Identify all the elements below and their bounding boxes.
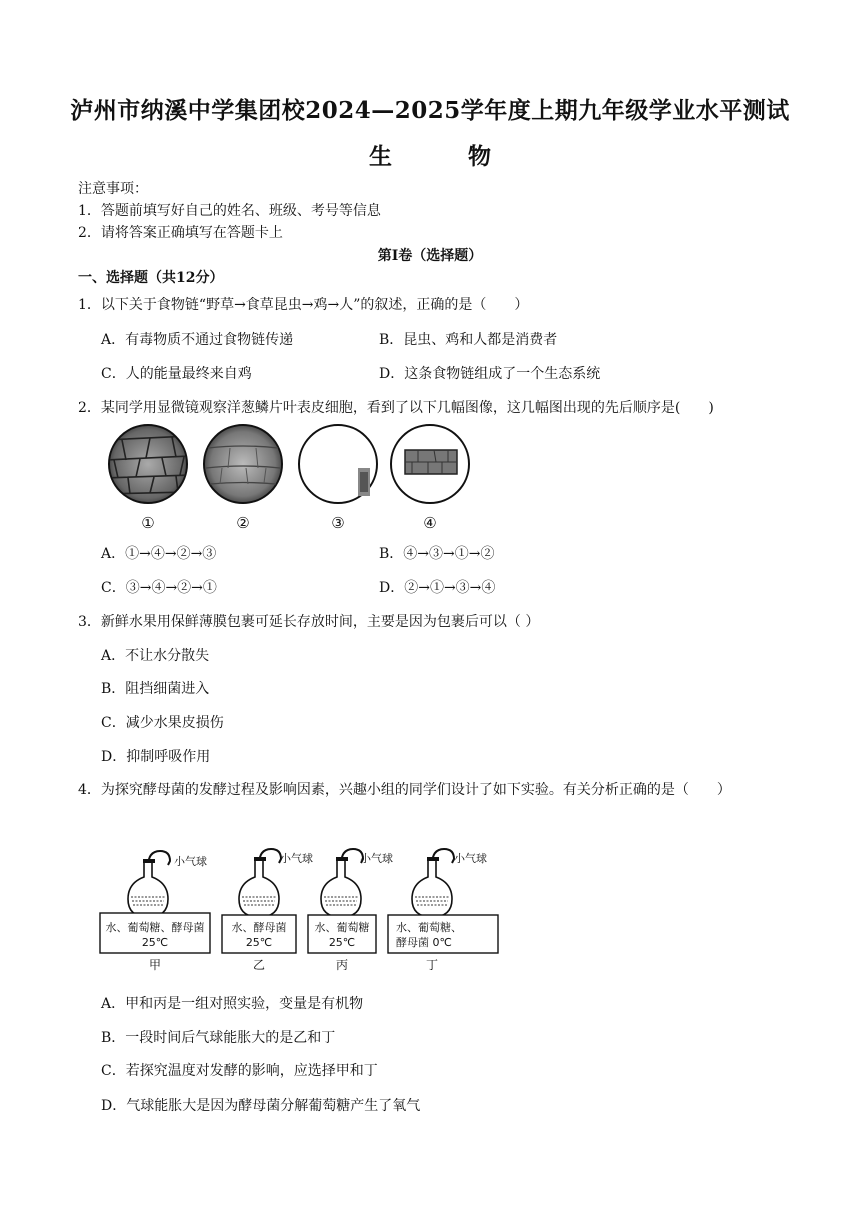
figure-label: ① (141, 514, 155, 532)
flask-name: 丁 (425, 958, 439, 972)
question-2-option-a: A．①→④→②→③ (101, 546, 217, 562)
question-3-option-b: B．阻挡细菌进入 (101, 681, 210, 697)
question-4-stem: 4．为探究酵母菌的发酵过程及影响因素，兴趣小组的同学们设计了如下实验。有关分析正确的是（ ） (78, 782, 731, 798)
balloon-label: 小气球 (280, 852, 313, 865)
question-2-option-c: C．③→④→②→① (101, 580, 217, 596)
microscope-figure (100, 420, 480, 535)
question-2-option-d: D．②→①→③→④ (379, 580, 496, 596)
question-3-option-a: A．不让水分散失 (101, 648, 210, 664)
section-title: 一、选择题（共12分） (78, 270, 224, 286)
question-1-option-b: B．昆虫、鸡和人都是消费者 (379, 332, 558, 348)
flask-temperature: 25℃ (245, 936, 273, 949)
flask-yi (222, 849, 313, 972)
balloon-label: 小气球 (360, 852, 393, 865)
question-4-option-a: A．甲和丙是一组对照实验，变量是有机物 (101, 996, 364, 1012)
balloon-label: 小气球 (454, 852, 487, 865)
question-1-option-c: C．人的能量最终来自鸡 (101, 366, 252, 382)
flask-temperature: 25℃ (328, 936, 356, 949)
flask-contents: 水、酵母菌 (231, 921, 287, 934)
flask-name: 甲 (148, 958, 162, 972)
exam-title: 泸州市纳溪中学集团校2024—2025学年度上期九年级学业水平测试 (70, 97, 790, 124)
notice-item: 2．请将答案正确填写在答题卡上 (78, 225, 283, 241)
subject-char: 生 (369, 143, 392, 170)
flask-jia (100, 851, 210, 972)
question-1-option-d: D．这条食物链组成了一个生态系统 (379, 366, 601, 382)
question-4-option-d: D．气球能胀大是因为酵母菌分解葡萄糖产生了氧气 (101, 1098, 421, 1114)
flask-temperature: 酵母菌 0℃ (396, 936, 452, 949)
question-3-option-c: C．减少水果皮损伤 (101, 715, 224, 731)
subject-title (0, 138, 860, 171)
figure-label: ④ (423, 514, 437, 532)
flask-contents: 水、葡萄糖 (314, 921, 370, 934)
figure-label: ② (236, 514, 250, 532)
subject-char: 物 (468, 143, 491, 170)
balloon-label: 小气球 (174, 855, 207, 868)
flask-bing (308, 849, 393, 972)
notice-heading: 注意事项： (78, 181, 148, 197)
question-2-stem: 2．某同学用显微镜观察洋葱鳞片叶表皮细胞，看到了以下几幅图像，这几幅图出现的先后顺序是( ) (78, 400, 714, 416)
question-3-stem: 3．新鲜水果用保鲜薄膜包裹可延长存放时间，主要是因为包裹后可以（ ） (78, 614, 540, 630)
flask-name: 丙 (335, 958, 349, 972)
microscope-view-2 (204, 425, 282, 503)
volume-title: 第Ⅰ卷（选择题） (377, 248, 483, 264)
flask-name: 乙 (252, 958, 266, 972)
flask-ding (388, 849, 498, 972)
flask-temperature: 25℃ (141, 936, 169, 949)
question-1-stem: 1．以下关于食物链“野草→食草昆虫→鸡→人”的叙述，正确的是（ ） (78, 297, 529, 313)
question-4-option-c: C．若探究温度对发酵的影响，应选择甲和丁 (101, 1063, 378, 1079)
figure-label: ③ (331, 514, 345, 532)
fermentation-figure (98, 845, 500, 975)
microscope-view-3 (299, 425, 377, 503)
flask-contents: 水、葡萄糖、 (396, 921, 462, 934)
question-1-option-a: A．有毒物质不通过食物链传递 (101, 332, 294, 348)
microscope-view-4 (391, 425, 469, 503)
question-4-option-b: B．一段时间后气球能胀大的是乙和丁 (101, 1030, 336, 1046)
question-2-option-b: B．④→③→①→② (379, 546, 495, 562)
flask-contents: 水、葡萄糖、酵母菌 (105, 921, 205, 934)
notice-item: 1．答题前填写好自己的姓名、班级、考号等信息 (78, 203, 381, 219)
microscope-view-1 (105, 425, 190, 503)
question-3-option-d: D．抑制呼吸作用 (101, 749, 211, 765)
